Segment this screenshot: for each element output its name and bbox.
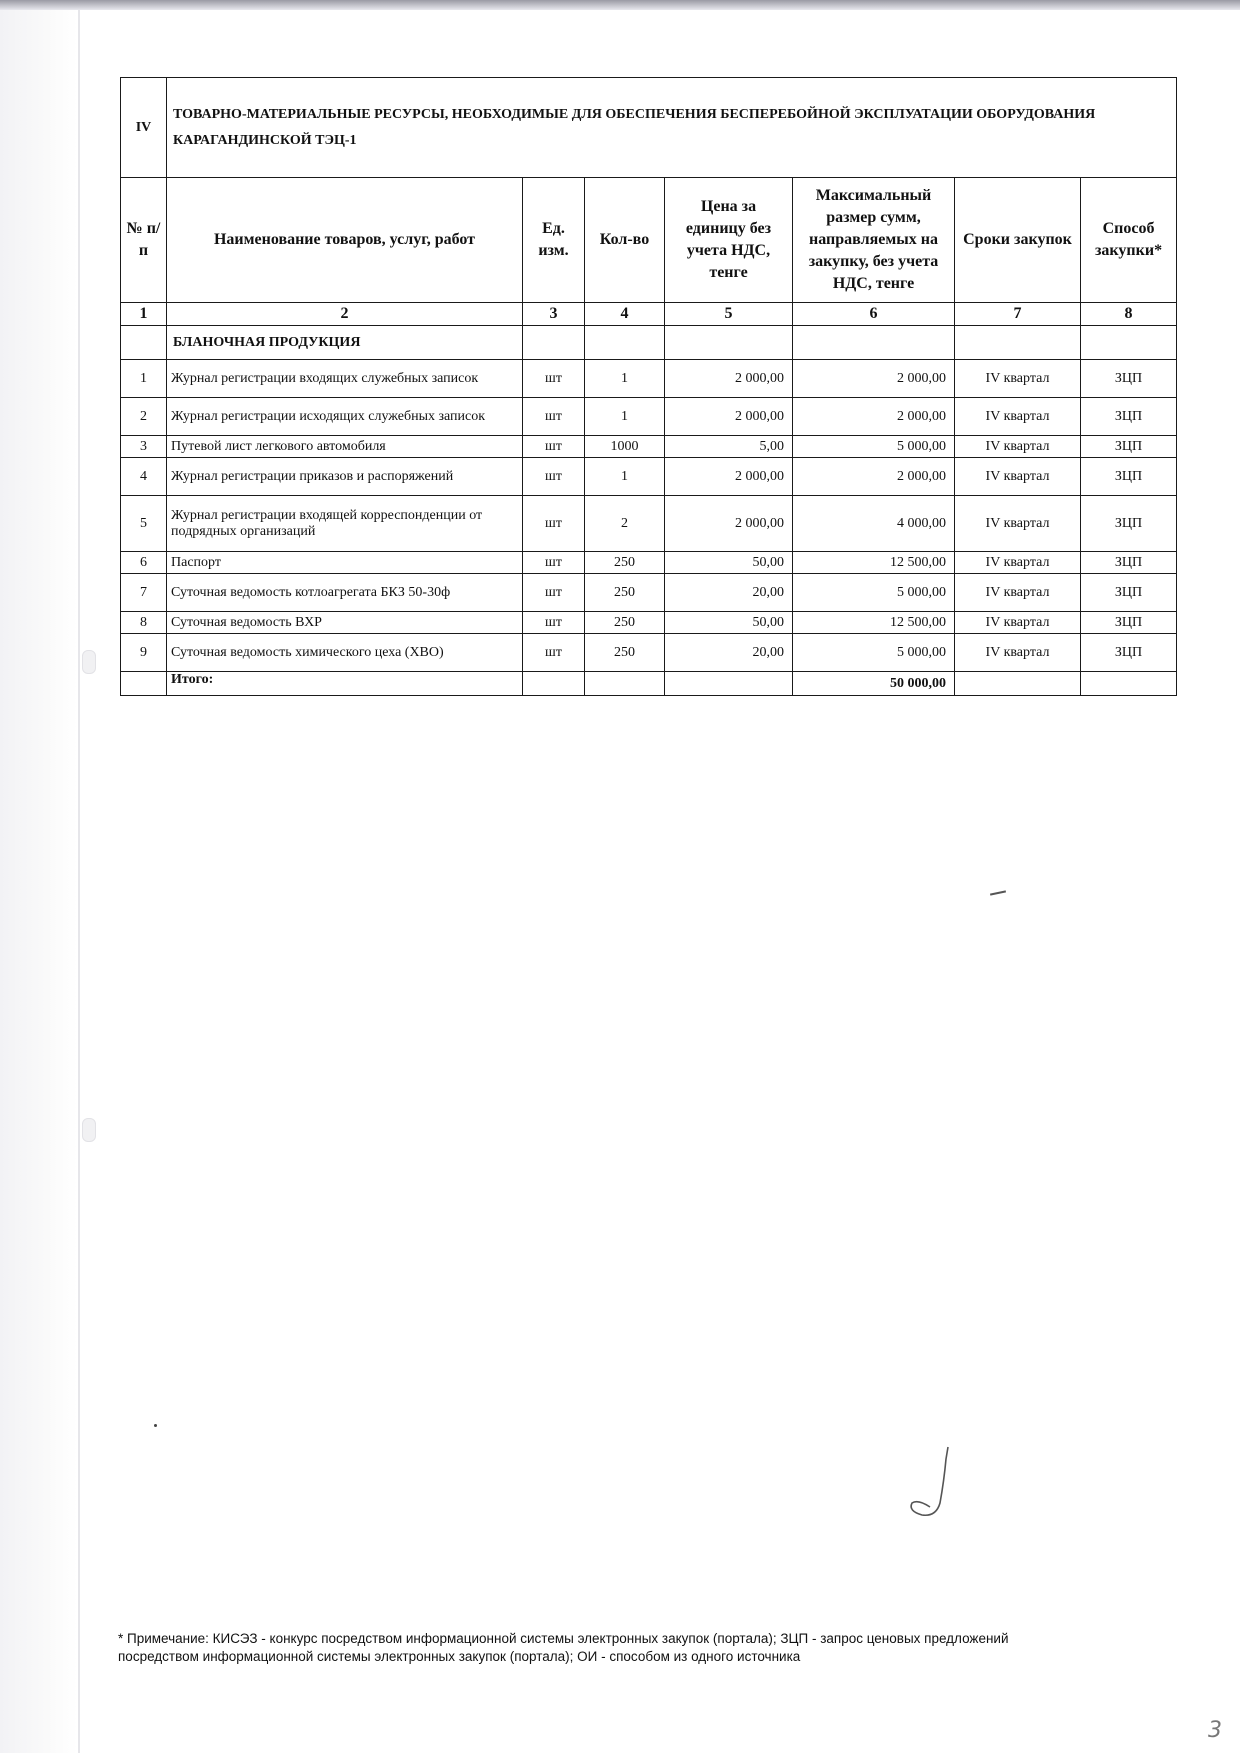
item-unit: шт [523, 612, 585, 634]
item-price: 2 000,00 [665, 496, 793, 552]
table-row [121, 436, 1177, 458]
item-method: ЗЦП [1081, 436, 1177, 458]
category-title: БЛАНОЧНАЯ ПРОДУКЦИЯ [167, 326, 523, 360]
item-sum: 5 000,00 [793, 436, 955, 458]
total-label: Итого: [167, 672, 523, 696]
item-unit: шт [523, 634, 585, 672]
item-period: IV квартал [955, 612, 1081, 634]
item-sum: 5 000,00 [793, 574, 955, 612]
header-num: № п/п [121, 178, 167, 303]
item-qty: 1 [585, 398, 665, 436]
table-row [121, 634, 1177, 672]
table-row [121, 458, 1177, 496]
row-number: 5 [121, 496, 167, 552]
scan-fold-line [78, 0, 80, 1753]
item-method: ЗЦП [1081, 612, 1177, 634]
item-name: Суточная ведомость ВХР [167, 612, 523, 634]
item-qty: 250 [585, 612, 665, 634]
table-row [121, 552, 1177, 574]
item-price: 5,00 [665, 436, 793, 458]
item-period: IV квартал [955, 458, 1081, 496]
row-number: 8 [121, 612, 167, 634]
total-row [121, 672, 1177, 696]
page-number: 3 [1208, 1718, 1222, 1743]
signature-mark [900, 1445, 970, 1525]
index-cell: 6 [793, 303, 955, 326]
item-name: Суточная ведомость химического цеха (ХВО) [167, 634, 523, 672]
item-qty: 1 [585, 360, 665, 398]
item-name: Журнал регистрации входящих служебных записок [167, 360, 523, 398]
index-cell: 1 [121, 303, 167, 326]
item-price: 2 000,00 [665, 360, 793, 398]
punch-hole [82, 1118, 96, 1142]
item-sum: 12 500,00 [793, 552, 955, 574]
item-name: Путевой лист легкового автомобиля [167, 436, 523, 458]
section-number: IV [121, 78, 167, 178]
item-sum: 2 000,00 [793, 398, 955, 436]
item-sum: 12 500,00 [793, 612, 955, 634]
category-row [121, 326, 1177, 360]
resources-table [120, 77, 1177, 696]
item-price: 50,00 [665, 612, 793, 634]
item-method: ЗЦП [1081, 634, 1177, 672]
item-qty: 250 [585, 634, 665, 672]
table-row [121, 574, 1177, 612]
item-qty: 250 [585, 574, 665, 612]
index-cell: 8 [1081, 303, 1177, 326]
item-unit: шт [523, 398, 585, 436]
table-row [121, 612, 1177, 634]
footnote: * Примечание: КИСЭЗ - конкурс посредством информационной системы электронных закупок (портала); ЗЦП - запрос ценовых предложений посредством информационной системы электронных закупок (портала); ОИ - способом из одного источника [118, 1631, 1009, 1664]
item-price: 2 000,00 [665, 398, 793, 436]
pen-dot [154, 1424, 157, 1427]
row-number: 1 [121, 360, 167, 398]
item-period: IV квартал [955, 552, 1081, 574]
index-cell: 7 [955, 303, 1081, 326]
index-cell: 2 [167, 303, 523, 326]
row-number: 9 [121, 634, 167, 672]
item-name: Журнал регистрации входящей корреспонденции от подрядных организаций [167, 496, 523, 552]
table-row [121, 398, 1177, 436]
row-number: 4 [121, 458, 167, 496]
index-cell: 3 [523, 303, 585, 326]
table-body [121, 360, 1177, 672]
pen-mark [990, 890, 1006, 895]
item-name: Журнал регистрации приказов и распоряжений [167, 458, 523, 496]
header-qty: Кол-во [585, 178, 665, 303]
item-period: IV квартал [955, 398, 1081, 436]
item-method: ЗЦП [1081, 552, 1177, 574]
item-period: IV квартал [955, 496, 1081, 552]
item-name: Суточная ведомость котлоагрегата БКЗ 50-30ф [167, 574, 523, 612]
scan-top-edge [0, 0, 1240, 10]
row-number: 6 [121, 552, 167, 574]
section-title: ТОВАРНО-МАТЕРИАЛЬНЫЕ РЕСУРСЫ, НЕОБХОДИМЫЕ ДЛЯ ОБЕСПЕЧЕНИЯ БЕСПЕРЕБОЙНОЙ ЭКСПЛУАТАЦИИ ОБОРУДОВАНИЯ КАРАГАНДИНСКОЙ ТЭЦ-1 [167, 78, 1177, 178]
item-period: IV квартал [955, 360, 1081, 398]
item-name: Журнал регистрации исходящих служебных записок [167, 398, 523, 436]
item-method: ЗЦП [1081, 398, 1177, 436]
item-unit: шт [523, 496, 585, 552]
item-sum: 2 000,00 [793, 458, 955, 496]
header-row [121, 178, 1177, 303]
total-sum: 50 000,00 [793, 672, 955, 696]
item-sum: 4 000,00 [793, 496, 955, 552]
item-qty: 250 [585, 552, 665, 574]
item-qty: 2 [585, 496, 665, 552]
punch-hole [82, 650, 96, 674]
header-period: Сроки закупок [955, 178, 1081, 303]
item-price: 20,00 [665, 574, 793, 612]
item-qty: 1000 [585, 436, 665, 458]
item-price: 50,00 [665, 552, 793, 574]
item-sum: 2 000,00 [793, 360, 955, 398]
item-period: IV квартал [955, 574, 1081, 612]
row-number: 3 [121, 436, 167, 458]
header-name: Наименование товаров, услуг, работ [167, 178, 523, 303]
item-unit: шт [523, 552, 585, 574]
table-row [121, 496, 1177, 552]
item-unit: шт [523, 458, 585, 496]
item-period: IV квартал [955, 634, 1081, 672]
item-price: 2 000,00 [665, 458, 793, 496]
item-period: IV квартал [955, 436, 1081, 458]
header-unit: Ед. изм. [523, 178, 585, 303]
header-max-sum: Максимальный размер сумм, направляемых на закупку, без учета НДС, тенге [793, 178, 955, 303]
header-method: Способ закупки* [1081, 178, 1177, 303]
item-sum: 5 000,00 [793, 634, 955, 672]
item-method: ЗЦП [1081, 496, 1177, 552]
row-number: 2 [121, 398, 167, 436]
index-cell: 4 [585, 303, 665, 326]
index-cell: 5 [665, 303, 793, 326]
header-price: Цена за единицу без учета НДС, тенге [665, 178, 793, 303]
section-row [121, 78, 1177, 178]
item-price: 20,00 [665, 634, 793, 672]
item-name: Паспорт [167, 552, 523, 574]
item-method: ЗЦП [1081, 574, 1177, 612]
scan-left-margin [0, 0, 78, 1753]
row-number: 7 [121, 574, 167, 612]
item-unit: шт [523, 574, 585, 612]
item-method: ЗЦП [1081, 360, 1177, 398]
table-row [121, 360, 1177, 398]
item-unit: шт [523, 436, 585, 458]
item-method: ЗЦП [1081, 458, 1177, 496]
item-qty: 1 [585, 458, 665, 496]
index-row [121, 303, 1177, 326]
item-unit: шт [523, 360, 585, 398]
